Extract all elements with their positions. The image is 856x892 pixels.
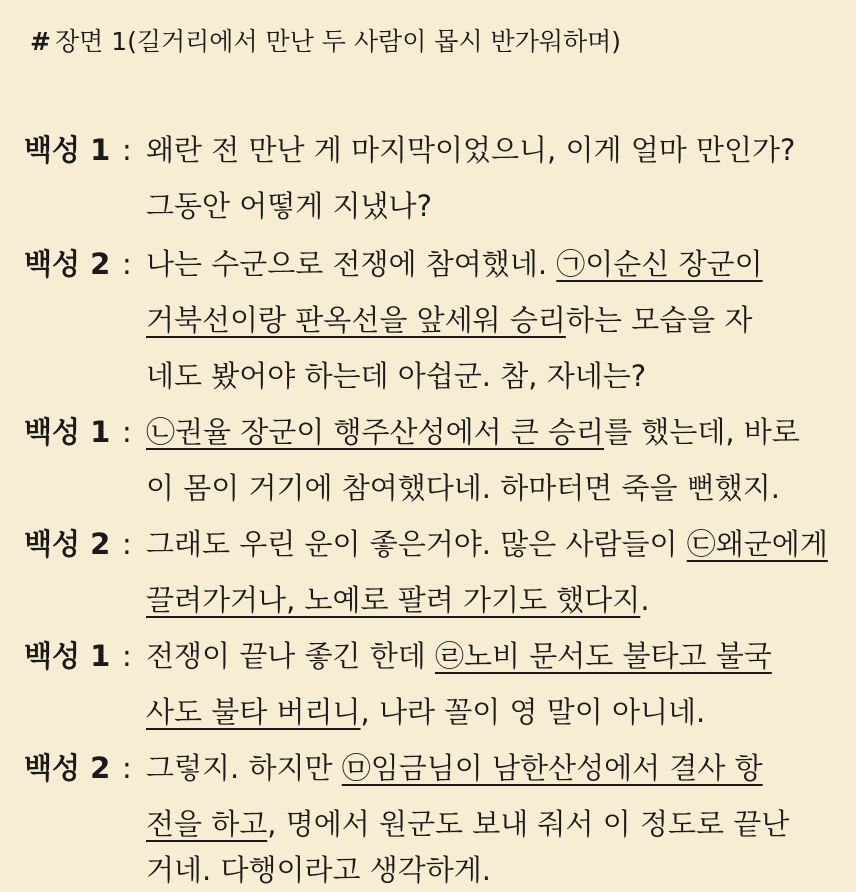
text-segment: 나는 수군으로 전쟁에 참여했네.: [146, 247, 557, 281]
text-segment: .: [640, 583, 650, 617]
colon: :: [122, 415, 132, 449]
text-segment: 그래도 우린 운이 좋은거야. 많은 사람들이: [146, 527, 687, 561]
speaker: 백성 2: [24, 527, 111, 561]
line-text: [146, 303, 753, 337]
line-text: [146, 807, 790, 841]
line-text: [146, 415, 800, 449]
line-text: [146, 527, 828, 561]
colon: :: [122, 247, 132, 281]
text-segment: 그렇지. 하지만: [146, 751, 342, 785]
text-segment: 하는 모습을 자: [565, 303, 753, 337]
speaker: 백성 1: [24, 639, 111, 673]
line-text: [146, 247, 763, 281]
underlined-phrase-c: 끌려가거나, 노예로 팔려 가기도 했다지: [146, 583, 641, 617]
scene-hash: #: [30, 27, 51, 56]
colon: :: [122, 751, 132, 785]
speaker: 백성 1: [24, 133, 111, 167]
text-segment: 전쟁이 끝나 좋긴 한데: [146, 639, 435, 673]
underlined-phrase-a: 거북선이랑 판옥선을 앞세워 승리: [146, 303, 566, 337]
line-text: [146, 583, 650, 617]
scene-title: 장면 1(길거리에서 만난 두 사람이 몹시 반가워하며): [54, 27, 622, 56]
line-text: 이 몸이 거기에 참여했다네. 하마터면 죽을 뻔했지.: [146, 471, 781, 505]
text-segment: , 명에서 원군도 보내 줘서 이 정도로 끝난: [267, 807, 790, 841]
underlined-phrase-d: ㉣노비 문서도 불타고 불국: [435, 639, 772, 673]
underlined-phrase-c: ㉢왜군에게: [686, 527, 828, 561]
underlined-phrase-e: ㉤임금님이 남한산성에서 결사 항: [341, 751, 763, 785]
line-text: 왜란 전 만난 게 마지막이었으니, 이게 얼마 만인가?: [146, 133, 796, 167]
colon: :: [122, 133, 132, 167]
text-segment: , 나라 꼴이 영 말이 아니네.: [360, 695, 706, 729]
line-text: [146, 695, 706, 729]
text-segment: 를 했는데, 바로: [604, 415, 800, 449]
underlined-phrase-a: ㉠이순신 장군이: [556, 247, 763, 281]
line-text: 그동안 어떻게 지냈나?: [146, 189, 432, 223]
line-text: 거네. 다행이라고 생각하게.: [146, 853, 492, 887]
speaker: 백성 2: [24, 751, 111, 785]
underlined-phrase-d: 사도 불타 버리니: [146, 695, 361, 729]
line-text: [146, 639, 772, 673]
colon: :: [122, 527, 132, 561]
speaker: 백성 1: [24, 415, 111, 449]
colon: :: [122, 639, 132, 673]
underlined-phrase-e: 전을 하고: [146, 807, 268, 841]
underlined-phrase-b: ㉡권율 장군이 행주산성에서 큰 승리: [146, 415, 605, 449]
speaker: 백성 2: [24, 247, 111, 281]
line-text: [146, 751, 763, 785]
scene-heading: [30, 22, 621, 58]
line-text: 네도 봤어야 하는데 아쉽군. 참, 자네는?: [146, 359, 647, 393]
